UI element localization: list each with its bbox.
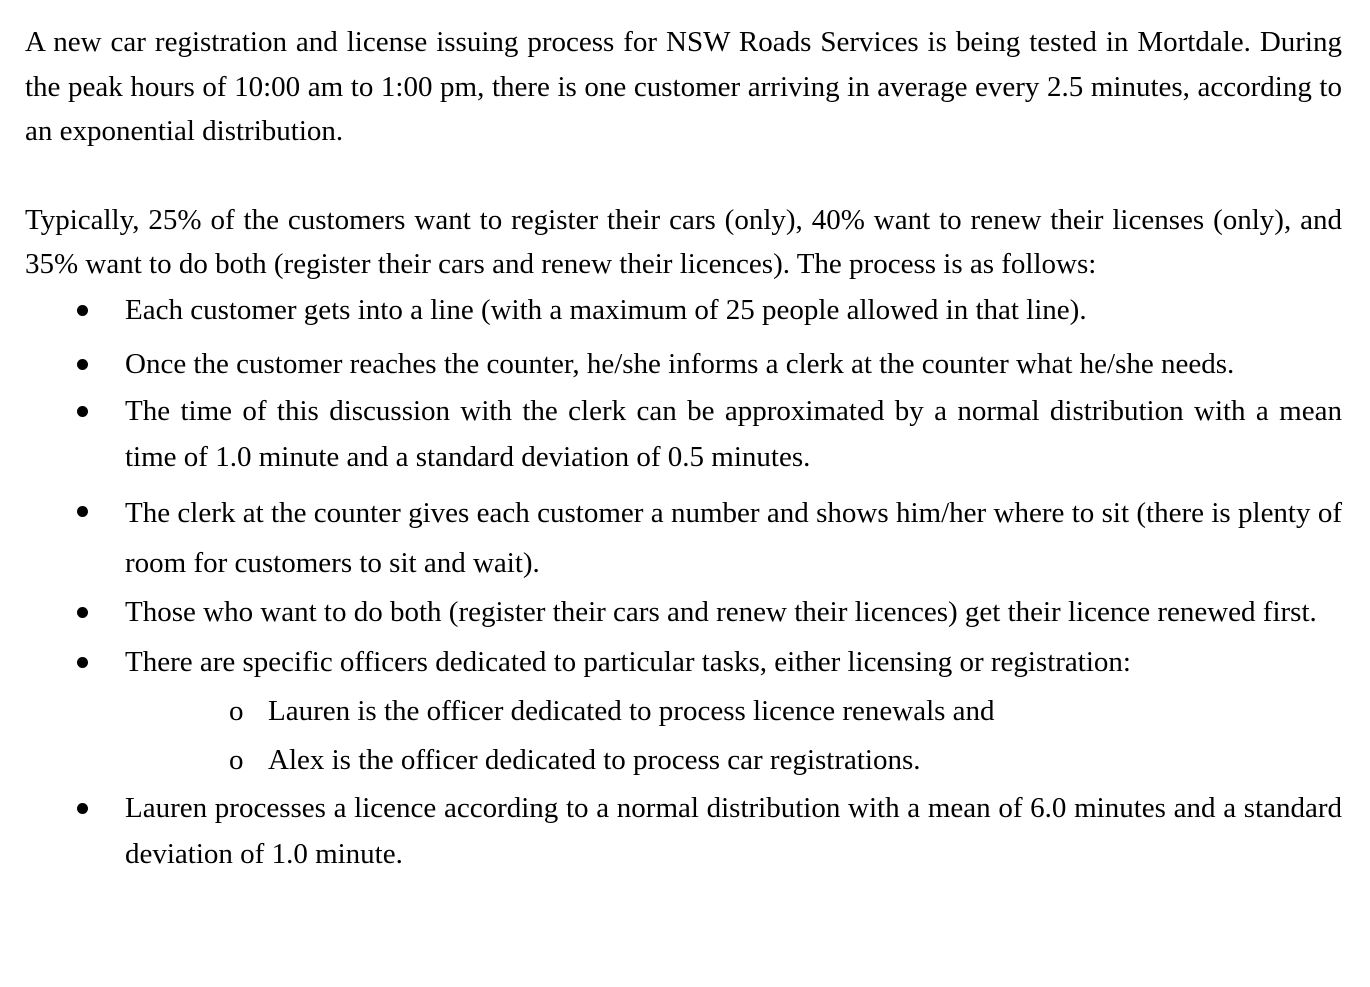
list-item: [25, 287, 1342, 333]
list-item-text: Once the customer reaches the counter, he/she informs a clerk at the counter what he/she needs.: [125, 347, 1235, 380]
process-paragraph: Typically, 25% of the customers want to register their cars (only), 40% want to renew their licenses (only), and 35% want to do both (register their cars and renew their licences). The process is as follows:: [25, 203, 1342, 280]
list-item: [25, 639, 1342, 785]
list-item-text: Lauren processes a licence according to a normal distribution with a mean of 6.0 minutes and a standard deviation of 1.0 minute.: [125, 791, 1342, 870]
bullet-dot-icon: [77, 359, 88, 370]
bullet-dot-icon: [77, 607, 88, 618]
list-item: [25, 589, 1342, 635]
bullet-dot-icon: [77, 657, 88, 668]
list-item-text: Those who want to do both (register their cars and renew their licences) get their licence renewed first.: [125, 595, 1317, 628]
bullet-dot-icon: [77, 803, 88, 814]
list-item-text: The time of this discussion with the clerk can be approximated by a normal distribution with a mean time of 1.0 minute and a standard deviation of 0.5 minutes.: [125, 394, 1342, 473]
sub-list-item-text: Alex is the officer dedicated to process car registrations.: [268, 743, 921, 776]
sub-list-item-text: Lauren is the officer dedicated to process licence renewals and: [268, 694, 995, 727]
list-item: [25, 341, 1342, 387]
list-item: [25, 488, 1342, 588]
process-steps-list: [25, 287, 1342, 877]
bullet-dot-icon: [77, 305, 88, 316]
list-item-text: There are specific officers dedicated to particular tasks, either licensing or registration:: [125, 645, 1131, 678]
intro-paragraph: A new car registration and license issuing process for NSW Roads Services is being tested in Mortdale. During the peak hours of 10:00 am to 1:00 pm, there is one customer arriving in average every 2.5 minutes, according to an exponential distribution.: [25, 26, 1342, 147]
bullet-dot-icon: [77, 506, 88, 517]
list-item-text: Each customer gets into a line (with a maximum of 25 people allowed in that line).: [125, 293, 1087, 326]
bullet-dot-icon: [77, 406, 88, 417]
list-item: [25, 388, 1342, 480]
officers-sublist: [125, 687, 1342, 785]
sub-list-item: [125, 736, 1342, 785]
list-item: [25, 785, 1342, 877]
hollow-circle-icon: o: [229, 743, 244, 776]
hollow-circle-icon: o: [229, 694, 244, 727]
sub-list-item: [125, 687, 1342, 736]
list-item-text: The clerk at the counter gives each customer a number and shows him/her where to sit (there is plenty of room for customers to sit and wait).: [125, 496, 1342, 579]
